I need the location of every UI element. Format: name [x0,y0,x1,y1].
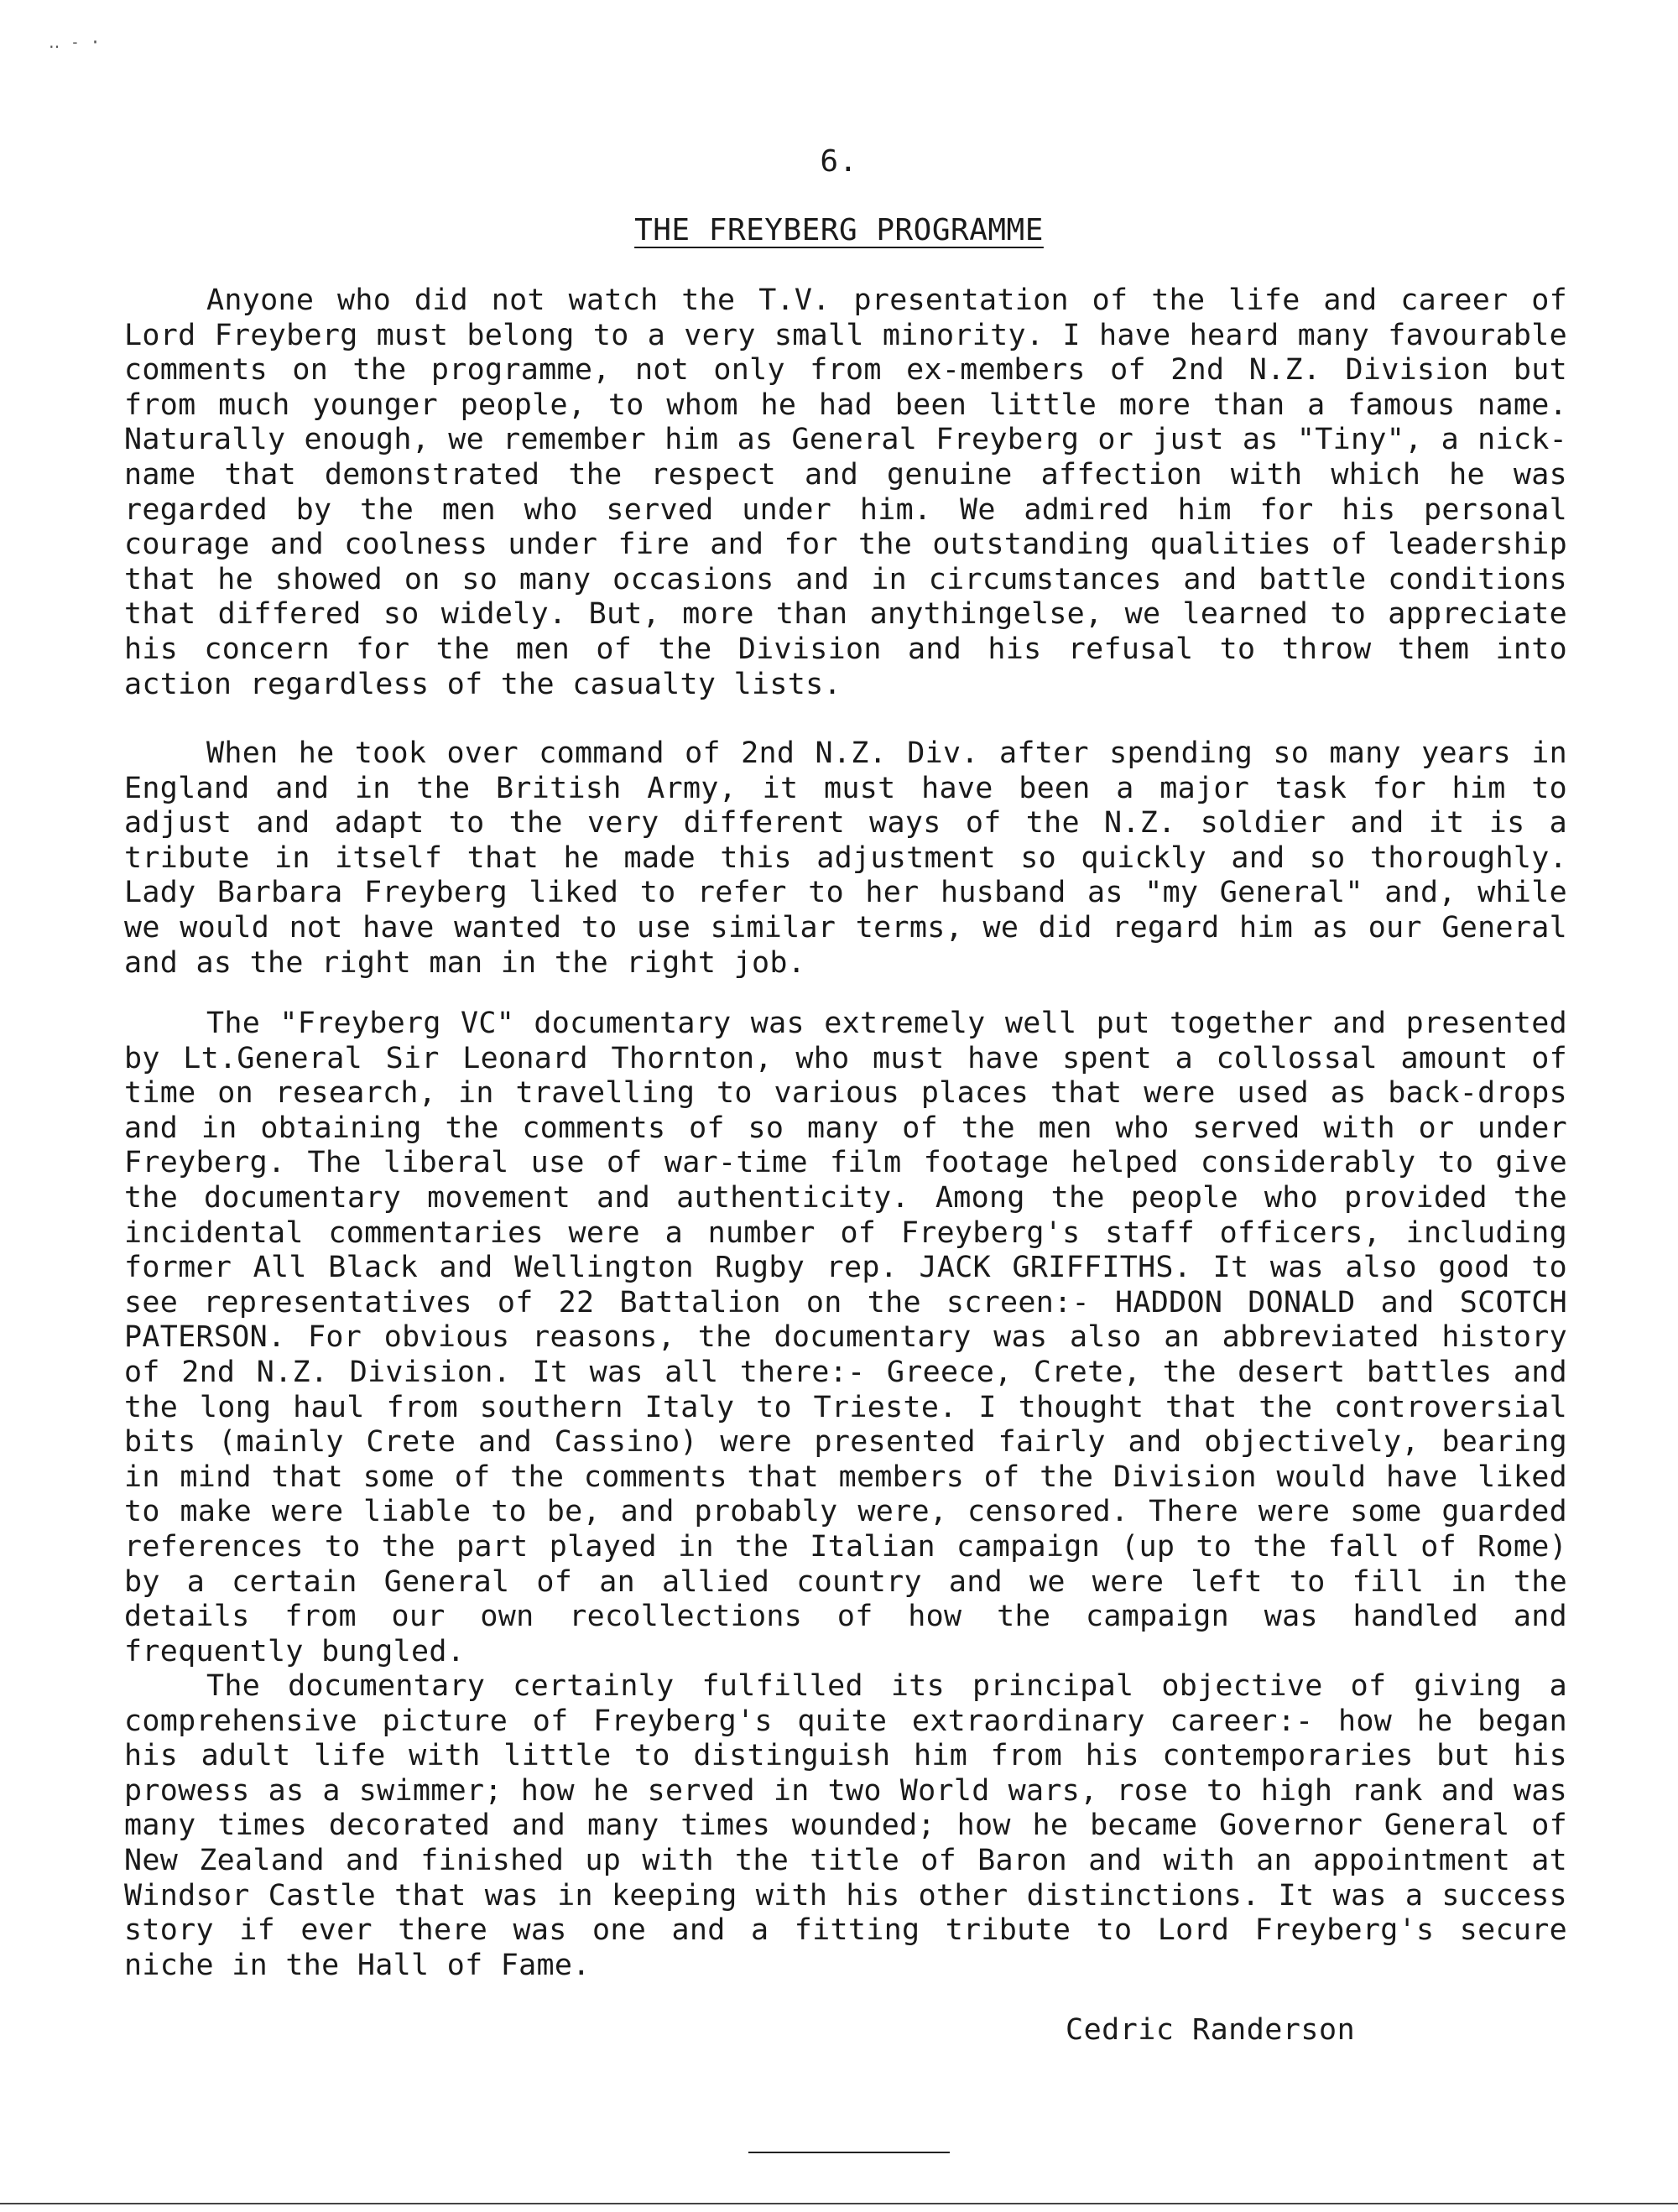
paragraph-4: The documentary certainly fulfilled its principal objective of giving a comprehensive picture of Freyberg's quite extraordinary career:- how he began his adult life with little to distinguish him from his contemporaries but his prowess as a swimmer; how he served in two World wars, rose to high rank and was many times decorated and many times wounded; how he became Governor General of New Zealand and finished up with the title of Baron and with an appointment at Windsor Castle that was in keeping with his other distinctions. It was a success story if ever there was one and a fitting tribute to Lord Freyberg's secure niche in the Hall of Fame. [124,1669,1567,1982]
article-title [0,213,1678,247]
article-title-text: THE FREYBERG PROGRAMME [634,213,1044,247]
scan-speck: ‥ ˗ · [49,32,101,52]
paragraph-3: The "Freyberg VC" documentary was extremely well put together and presented by Lt.General Sir Leonard Thornton, who must have spent a collossal amount of time on research, in travelling to various places that were used as back-drops and in obtaining the comments of so many of the men who served with or under Freyberg. The liberal use of war-time film footage helped considerably to give the documentary movement and authenticity. Among the people who provided the incidental commentaries were a number of Freyberg's staff officers, including former All Black and Wellington Rugby rep. JACK GRIFFITHS. It was also good to see representatives of 22 Battalion on the screen:- HADDON DONALD and SCOTCH PATERSON. For obvious reasons, the documentary was also an abbreviated history of 2nd N.Z. Division. It was all there:- Greece, Crete, the desert battles and the long haul from southern Italy to Trieste. I thought that the controversial bits (mainly Crete and Cassino) were presented fairly and objectively, bearing in mind that some of the comments that members of the Division would have liked to make were liable to be, and probably were, censored. There were some guarded references to the part played in the Italian campaign (up to the fall of Rome) by a certain General of an allied country and we were left to fill in the details from our own recollections of how the campaign was handled and frequently bungled. [124,1007,1567,1668]
paragraph-1: Anyone who did not watch the T.V. presentation of the life and career of Lord Freyberg must belong to a very small minority. I have heard many favourable comments on the programme, not only from ex-members of 2nd N.Z. Division but from much younger people, to whom he had been little more than a famous name. Naturally enough, we remember him as General Freyberg or just as "Tiny", a nick-name that demonstrated the respect and genuine affection with which he was regarded by the men who served under him. We admired him for his personal courage and coolness under fire and for the outstanding qualities of leadership that he showed on so many occasions and in circumstances and battle conditions that differed so widely. But, more than anythingelse, we learned to appreciate his concern for the men of the Division and his refusal to throw them into action regardless of the casualty lists. [124,284,1567,701]
paragraph-2: When he took over command of 2nd N.Z. Div. after spending so many years in England and in the British Army, it must have been a major task for him to adjust and adapt to the very different ways of the N.Z. soldier and it is a tribute in itself that he made this adjustment so quickly and so thoroughly. Lady Barbara Freyberg liked to refer to her husband as "my General" and, while we would not have wanted to use similar terms, we did regard him as our General and as the right man in the right job. [124,736,1567,980]
page-number: 6. [820,144,858,179]
end-rule-divider [748,2152,950,2153]
author-signature: Cedric Randerson [1066,2013,1356,2047]
page-bottom-edge [0,2203,1678,2204]
